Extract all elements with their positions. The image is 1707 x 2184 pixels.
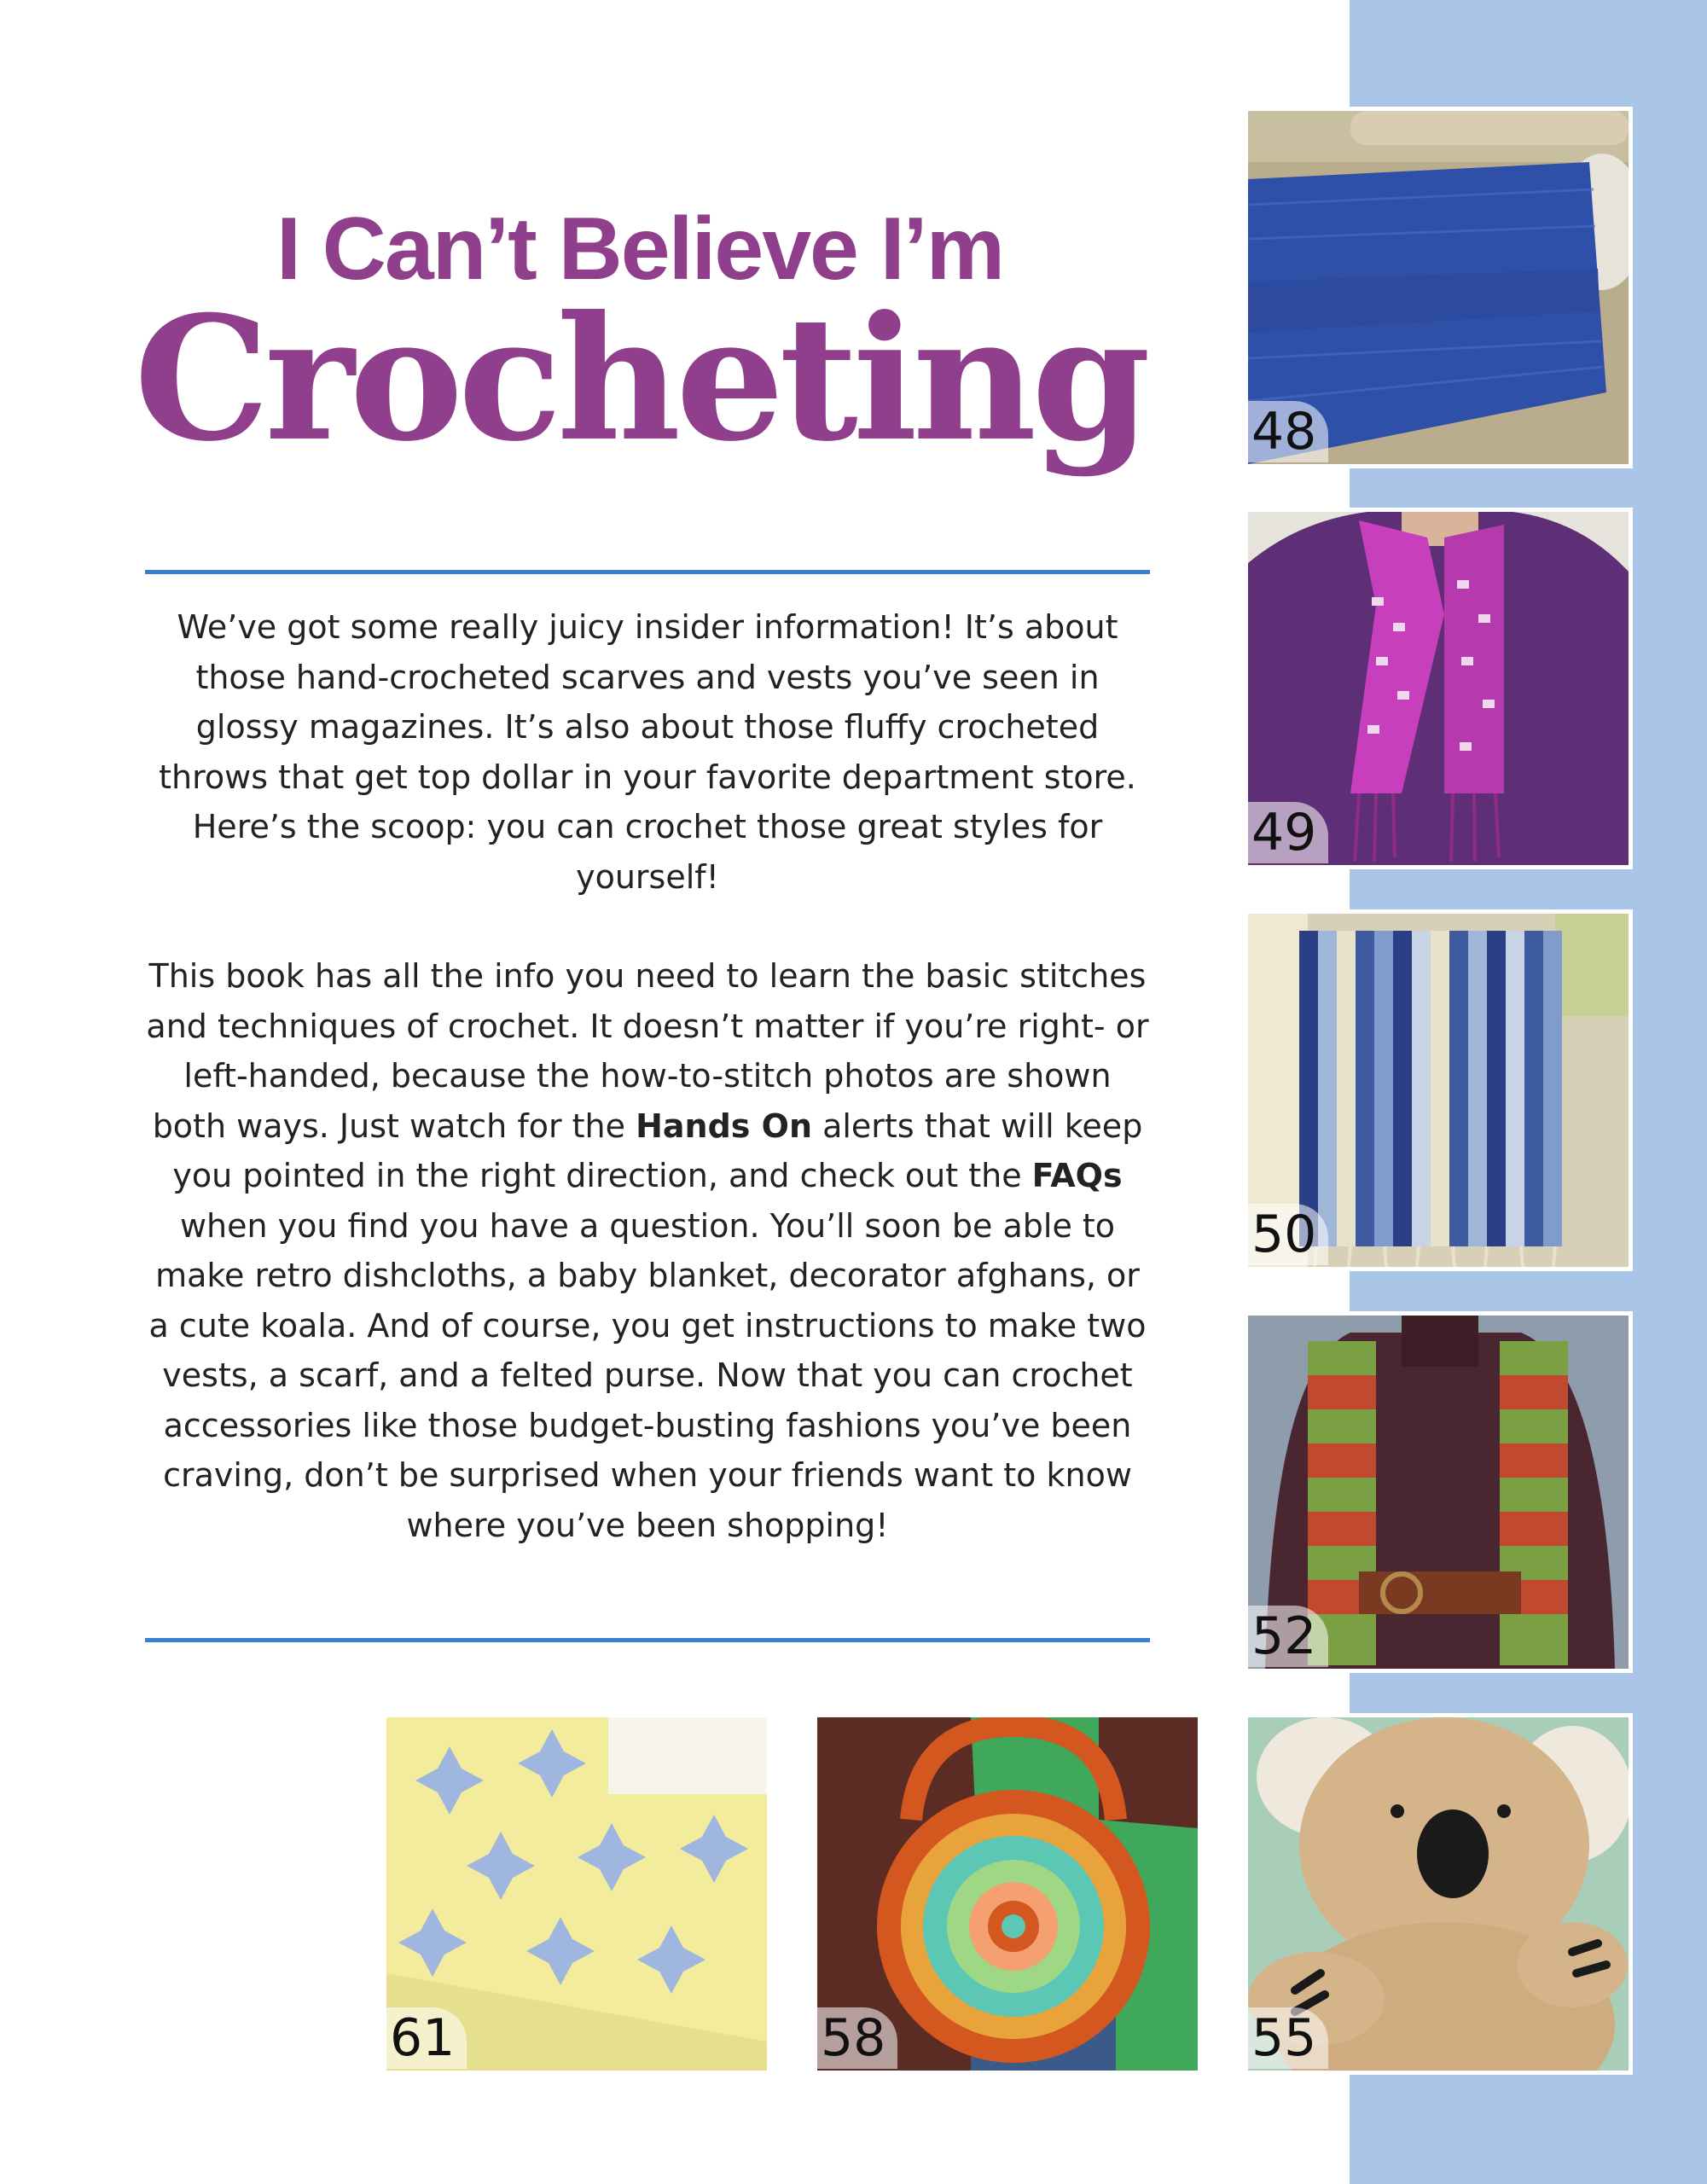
page-number-badge: 58 [814,2007,897,2069]
intro-text-segment: when you find you have a question. You’ll soon be able to make retro dishcloths, a baby blanket, decorator afghans, or a cute koala. And of course, you get instructions to make two vests, a scarf, and a felted purse. Now that you can crochet accessories like those budget-busting fashions you’ve been craving, don’t be surprised when your friends want to know where you’ve been shopping! [148,1206,1147,1544]
intro-paragraph-2 [145,951,1150,1550]
thumbnail-koala[interactable] [1244,1713,1633,2075]
page-number-badge: 48 [1245,401,1328,462]
top-divider [145,570,1150,574]
thumbnail-purse[interactable] [813,1713,1202,2075]
thumbnail-scarf[interactable] [1244,508,1633,869]
intro-text [145,602,1150,1550]
thumbnail-afghan[interactable] [1244,909,1633,1271]
thumbnail-dishcloth[interactable] [1244,107,1633,468]
intro-text-segment: This book has all the info you need to learn the basic stitches and techniques of crochet. It doesn’t matter if you’re right- or left-handed, because the how-to-stitch photos are shown both ways. Just watch for the [146,957,1149,1145]
intro-text-segment: alerts that will keep you pointed in the right direction, and check out the [172,1107,1143,1194]
page-number-badge: 61 [383,2007,467,2069]
intro-paragraph-1: We’ve got some really juicy insider information! It’s about those hand-crocheted scarves and vests you’ve seen in glossy magazines. It’s also about those fluffy crocheted throws that get top dollar in your favorite department store. Here’s the scoop: you can crochet those great styles for yourself! [159,608,1136,896]
page-number-badge: 50 [1245,1204,1328,1265]
faqs-label: FAQs [1031,1157,1123,1194]
page-title-line-1: I Can’t Believe I’m [276,200,1004,299]
hands-on-label: Hands On [636,1107,812,1145]
bottom-divider [145,1638,1150,1642]
thumbnail-blanket[interactable] [382,1713,771,2075]
page-number-badge: 52 [1245,1606,1328,1667]
page-number-badge: 55 [1245,2007,1328,2069]
thumbnail-vest[interactable] [1244,1311,1633,1673]
page-number-badge: 49 [1245,802,1328,863]
page-title-line-2: Crocheting [134,279,1146,479]
